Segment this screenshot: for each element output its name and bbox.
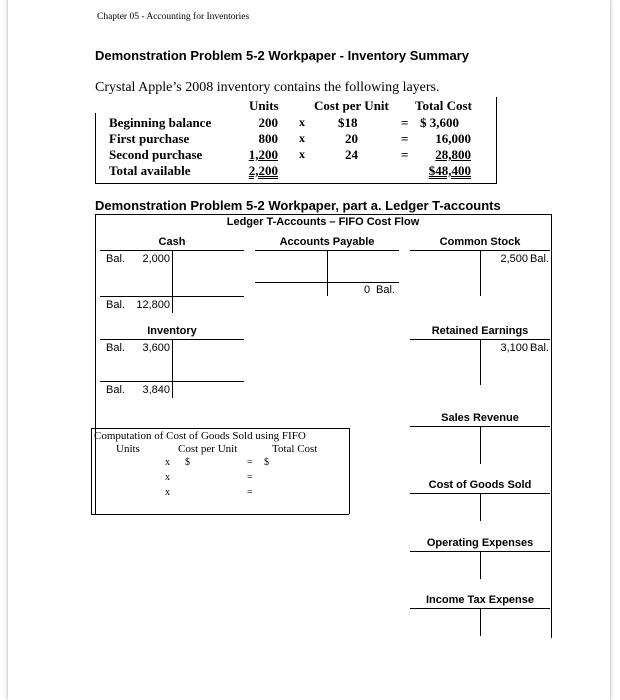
t-stem [480, 608, 481, 636]
row-cost: 20 [345, 131, 358, 146]
account-name: Sales Revenue [441, 412, 519, 424]
ledger-box-top [95, 214, 551, 215]
box-bottom [91, 514, 349, 515]
times-sign: x [165, 472, 170, 483]
bal-value: 12,800 [136, 299, 170, 311]
row-total: $48,400 [428, 163, 471, 178]
row-cost: 24 [345, 147, 358, 162]
account-name: Common Stock [439, 236, 521, 248]
equals-sign: = [247, 472, 253, 483]
ledger-box-left [95, 214, 96, 514]
table-right-border [496, 97, 497, 183]
equals-sign: = [401, 115, 409, 130]
summary-intro: Crystal Apple’s 2008 inventory contains the following layers. [95, 80, 440, 95]
times-sign: x [299, 131, 305, 145]
row-units: 200 [258, 115, 278, 130]
account-name: Inventory [147, 325, 197, 337]
box-left [91, 428, 92, 514]
bal-value: 3,100 [500, 342, 528, 354]
box-top [91, 428, 349, 429]
times-sign: x [299, 147, 305, 161]
bal-value: 2,000 [142, 253, 170, 265]
times-sign: x [165, 457, 170, 468]
row-label: Beginning balance [109, 115, 212, 130]
row-units: 1,200 [248, 147, 278, 162]
account-name: Income Tax Expense [425, 594, 534, 606]
col-cost-header: Cost per Unit [178, 443, 238, 455]
row-total: 28,800 [435, 147, 471, 162]
t-stem [480, 426, 481, 464]
bal-label: Bal. [106, 253, 125, 265]
summary-title: Demonstration Problem 5-2 Workpaper - Inventory Summary [95, 48, 469, 63]
bal-value: 3,840 [142, 384, 170, 396]
times-sign: x [165, 487, 170, 498]
bal-value: 2,500 [500, 253, 528, 265]
bal-value: 0 [364, 284, 371, 296]
bal-value: 3,600 [142, 342, 170, 354]
col-total-header: Total Cost [415, 98, 472, 113]
col-units-header: Units [116, 443, 140, 455]
t-stem [480, 250, 481, 296]
equals-sign: = [247, 487, 253, 498]
t-stem [480, 339, 481, 385]
row-label: First purchase [109, 131, 190, 146]
bal-label: Bal. [376, 284, 395, 296]
ledger-subtitle: Ledger T-Accounts – FIFO Cost Flow [226, 216, 420, 228]
t-bottom-rule [255, 282, 399, 283]
ledger-title: Demonstration Problem 5-2 Workpaper, part a. Ledger T-accounts [95, 198, 501, 213]
cost-cell: $ [185, 457, 190, 468]
total-cell: $ [264, 457, 269, 468]
bal-label: Bal. [106, 299, 125, 311]
t-stem [172, 339, 173, 385]
t-stem [327, 250, 328, 296]
account-name: Accounts Payable [279, 236, 375, 248]
t-stem [480, 551, 481, 579]
t-stem-lower [172, 296, 173, 313]
equals-sign: = [401, 147, 409, 162]
account-name: Cash [158, 236, 186, 248]
t-stem [172, 250, 173, 298]
bal-label: Bal. [106, 384, 125, 396]
bal-label: Bal. [106, 342, 125, 354]
equals-sign: = [401, 131, 409, 146]
account-name: Retained Earnings [431, 325, 529, 337]
col-cost-header: Cost per Unit [314, 98, 389, 113]
row-total: 16,000 [435, 131, 471, 146]
computation-title: Computation of Cost of Goods Sold using FIFO [94, 430, 306, 442]
row-label: Second purchase [109, 147, 203, 162]
account-name: Cost of Goods Sold [428, 479, 532, 491]
equals-sign: = [247, 457, 253, 468]
chapter-header: Chapter 05 - Accounting for Inventories [97, 12, 250, 22]
table-bottom-border [95, 183, 497, 184]
ledger-box-right [551, 214, 552, 638]
box-right [349, 428, 350, 514]
row-label: Total available [109, 163, 191, 178]
t-stem [480, 493, 481, 521]
row-units: 2,200 [248, 163, 278, 178]
times-sign: x [299, 115, 305, 129]
col-total-header: Total Cost [272, 443, 318, 455]
bal-label: Bal. [530, 342, 549, 354]
row-cost: $18 [338, 115, 358, 130]
col-units-header: Units [249, 98, 279, 113]
t-stem-lower [172, 381, 173, 398]
row-total: $ 3,600 [420, 115, 459, 130]
account-name: Operating Expenses [426, 537, 534, 549]
table-left-border [95, 113, 96, 183]
row-units: 800 [258, 131, 278, 146]
bal-label: Bal. [530, 253, 549, 265]
